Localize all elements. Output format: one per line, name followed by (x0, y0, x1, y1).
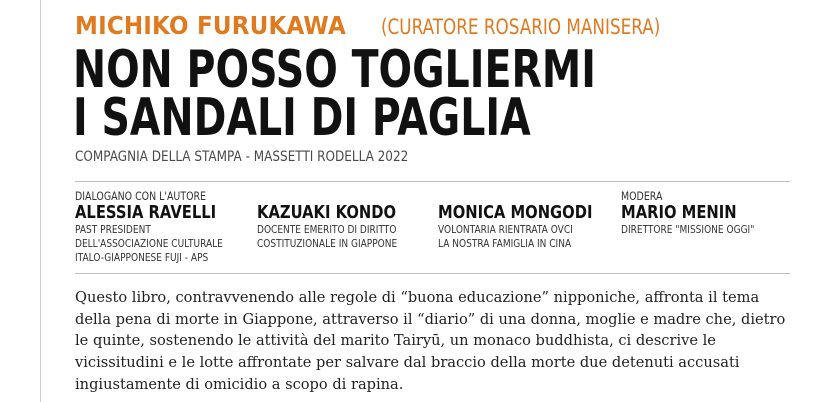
speaker-role-line: DOCENTE EMERITO DI DIRITTO (257, 223, 397, 236)
book-title-line-2: I SANDALI DI PAGLIA (73, 88, 531, 148)
book-title-line-1: NON POSSO TOGLIERMI (73, 40, 596, 100)
speaker-name: ALESSIA RAVELLI (75, 202, 217, 223)
speaker-role (621, 223, 754, 237)
speaker-name: MONICA MONGODI (438, 202, 593, 223)
author-name: MICHIKO FURUKAWA (75, 11, 346, 40)
speaker-role-line: ITALO-GIAPPONESE FUJI - APS (75, 251, 209, 264)
description-line: le quinte, sostenendo le attività del marito Tairyū, un monaco buddhista, ci descrive le (75, 332, 716, 350)
speaker-name: MARIO MENIN (621, 202, 737, 223)
book-title (73, 40, 596, 148)
description-line: della pena di morte in Giappone, attraverso il “diario” di una donna, moglie e madre che, dietro (75, 310, 786, 328)
speaker-monica-mongodi (438, 203, 626, 251)
speaker-name: KAZUAKI KONDO (257, 202, 397, 223)
left-margin-rule (40, 0, 41, 402)
bottom-divider (75, 273, 790, 274)
speaker-role (438, 223, 592, 251)
book-description (75, 287, 795, 396)
author-line (75, 11, 730, 40)
speaker-role (257, 223, 397, 251)
speaker-role-line: VOLONTARIA RIENTRATA OVCI (438, 223, 573, 236)
description-line: vicissitudini e le lotte affrontate per salvare dal braccio della morte due detenuti accusati (75, 354, 740, 372)
speaker-role-line: LA NOSTRA FAMIGLIA IN CINA (438, 237, 572, 250)
speaker-kicker: DIALOGANO CON L'AUTORE (75, 189, 207, 203)
description-line: Questo libro, contravvenendo alle regole di “buona educazione” nipponiche, affronta il tema (75, 289, 760, 306)
speaker-role-line: DIRETTORE "MISSIONE OGGI" (621, 223, 755, 236)
publisher-line: COMPAGNIA DELLA STAMPA - MASSETTI RODELLA 2022 (75, 149, 409, 165)
speaker-mario-menin (621, 190, 784, 237)
top-divider (75, 181, 790, 182)
speaker-role-line: DELL'ASSOCIAZIONE CULTURALE (75, 237, 223, 250)
speaker-kazuaki-kondo (257, 203, 428, 251)
curator-credit: (CURATORE ROSARIO MANISERA) (380, 15, 660, 39)
speaker-role-line: PAST PRESIDENT (75, 223, 151, 236)
speaker-alessia-ravelli (75, 190, 255, 265)
speaker-role (75, 223, 223, 265)
description-line: ingiustamente di omicidio a scopo di rapina. (75, 375, 404, 393)
speaker-role-line: COSTITUZIONALE IN GIAPPONE (257, 237, 398, 250)
speaker-kicker: MODERA (621, 189, 663, 203)
